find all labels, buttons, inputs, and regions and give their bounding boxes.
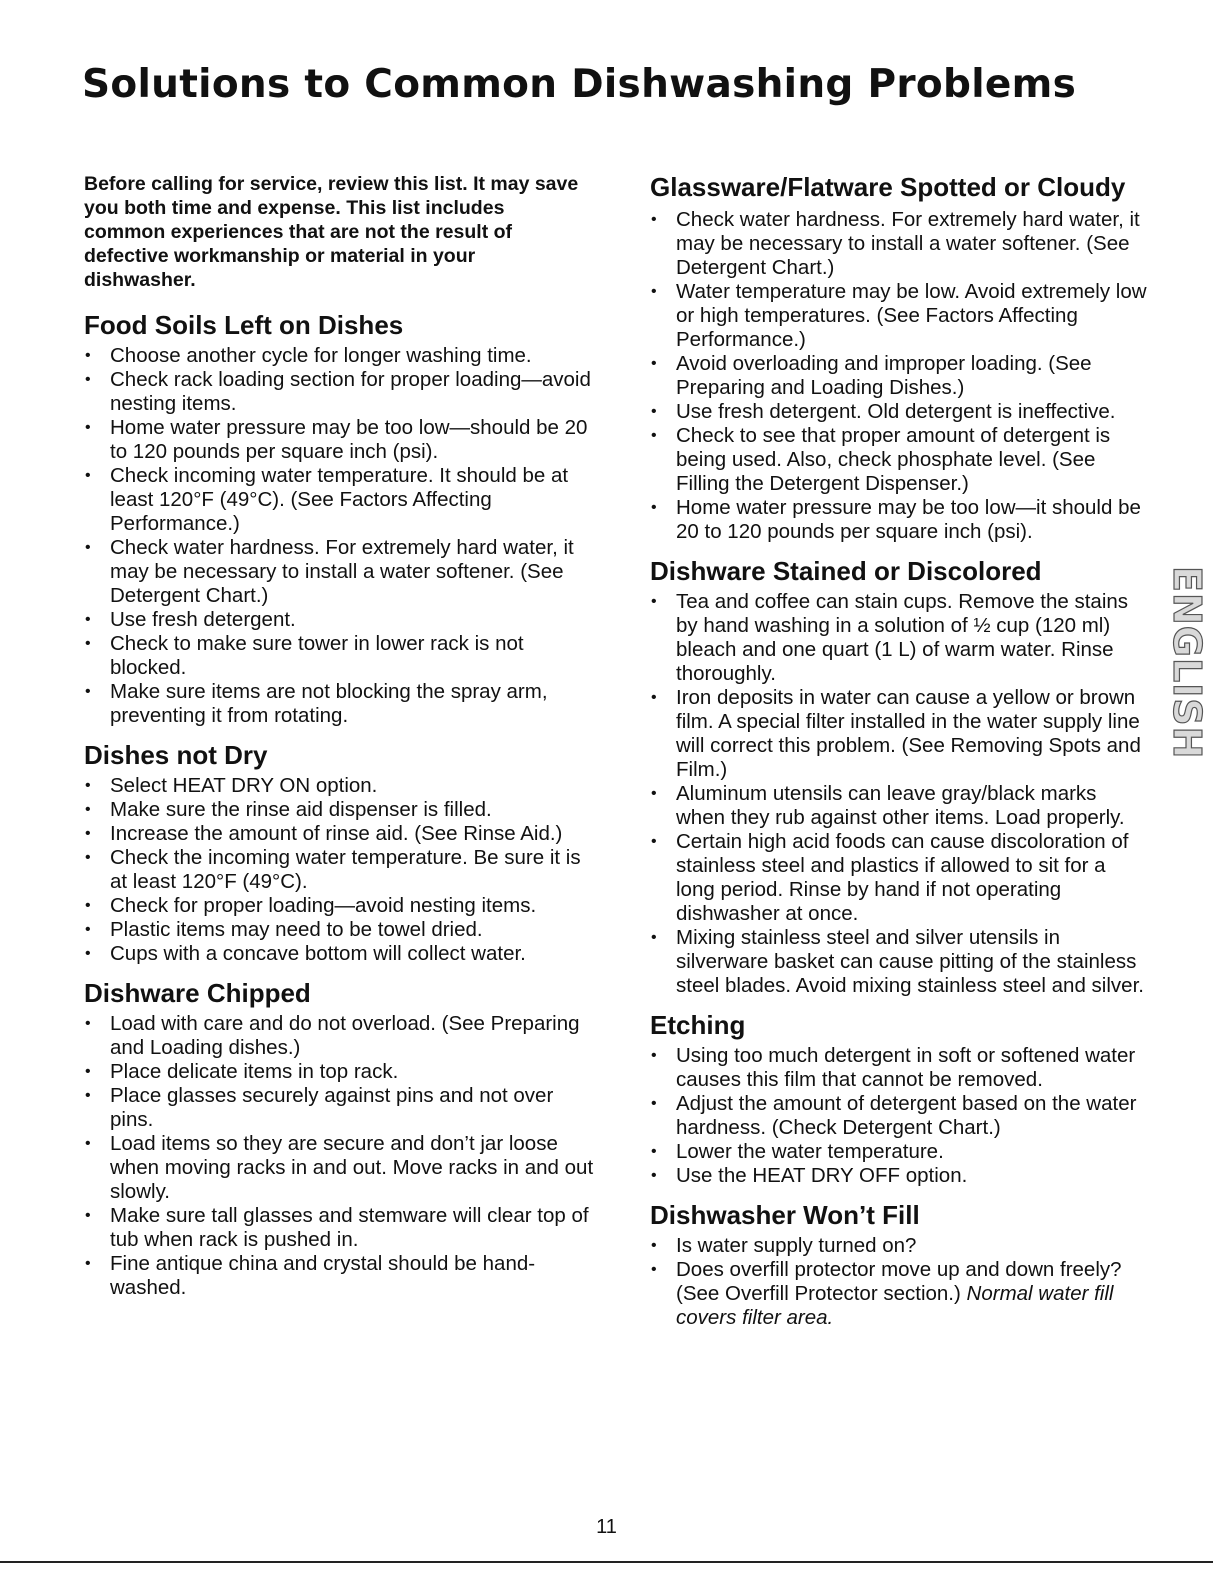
section-heading: Food Soils Left on Dishes [84, 310, 404, 340]
list-item: • Use the HEAT DRY OFF option. [650, 1164, 1150, 1188]
list-item: • Choose another cycle for longer washing time. [84, 344, 594, 368]
list-item: • Cups with a concave bottom will collect water. [84, 942, 594, 966]
list-item: • Check the incoming water temperature. Be sure it is at least 120°F (49°C). [84, 846, 594, 894]
list-item: • Check rack loading section for proper loading—avoid nesting items. [84, 368, 594, 416]
language-side-tab [1154, 562, 1210, 772]
section-glassware-spotted [650, 170, 1150, 544]
section-heading: Dishwasher Won’t Fill [650, 1200, 920, 1230]
section-dishware-stained [650, 556, 1150, 998]
section-dishes-not-dry [84, 740, 594, 966]
section-food-soils [84, 310, 594, 728]
section-wont-fill [650, 1200, 1150, 1330]
left-column [84, 172, 594, 1312]
list-item: • Load items so they are secure and don’t jar loose when moving racks in and out. Move racks in and out slowly. [84, 1132, 594, 1204]
list-item: • Lower the water temperature. [650, 1140, 1150, 1164]
list-item: • Make sure items are not blocking the spray arm, preventing it from rotating. [84, 680, 594, 728]
list-item: • Use fresh detergent. Old detergent is ineffective. [650, 400, 1150, 424]
section-heading: Dishes not Dry [84, 740, 268, 770]
section-heading: Dishware Chipped [84, 978, 311, 1008]
section-heading: Etching [650, 1010, 746, 1040]
list-item: • Make sure the rinse aid dispenser is filled. [84, 798, 594, 822]
list-item: • Mixing stainless steel and silver utensils in silverware basket can cause pitting of the stainless steel blades. Avoid mixing stainless steel and silver. [650, 926, 1150, 998]
page-title: Solutions to Common Dishwashing Problems [82, 62, 1077, 107]
list-item: • Fine antique china and crystal should be hand-washed. [84, 1252, 594, 1300]
list-item: • Water temperature may be low. Avoid extremely low or high temperatures. (See Factors Affecting Performance.) [650, 280, 1150, 352]
intro-text: Before calling for service, review this list. It may save you both time and expense. This list includes common experiences that are not the result of defective workmanship or material in your dishwasher. [84, 173, 579, 291]
bottom-rule [0, 1561, 1213, 1563]
list-item: • Tea and coffee can stain cups. Remove the stains by hand washing in a solution of ½ cup (120 ml) bleach and one quart (1 L) of warm water. Rinse thoroughly. [650, 590, 1150, 686]
section-heading: Glassware/Flatware Spotted or Cloudy [650, 172, 1126, 202]
list-item [650, 1258, 1150, 1330]
list-item: • Using too much detergent in soft or softened water causes this film that cannot be removed. [650, 1044, 1150, 1092]
list-item: • Use fresh detergent. [84, 608, 594, 632]
list-item: • Check for proper loading—avoid nesting items. [84, 894, 594, 918]
list-item: • Increase the amount of rinse aid. (See Rinse Aid.) [84, 822, 594, 846]
italic-note: Normal water fill covers filter area. [676, 1282, 1114, 1329]
list-item: • Certain high acid foods can cause discoloration of stainless steel and plastics if allowed to sit for a long period. Rinse by hand if not operating dishwasher at once. [650, 830, 1150, 926]
right-column [650, 170, 1150, 1342]
list-item: • Home water pressure may be too low—it should be 20 to 120 pounds per square inch (psi). [650, 496, 1150, 544]
list-item: • Select HEAT DRY ON option. [84, 774, 594, 798]
list-item: • Is water supply turned on? [650, 1234, 1150, 1258]
page-number: 11 [596, 1516, 617, 1538]
list-item: • Home water pressure may be too low—should be 20 to 120 pounds per square inch (psi). [84, 416, 594, 464]
list-item: • Check to make sure tower in lower rack is not blocked. [84, 632, 594, 680]
side-tab-label: ENGLISH [1165, 566, 1209, 760]
section-heading: Dishware Stained or Discolored [650, 556, 1042, 586]
section-dishware-chipped [84, 978, 594, 1300]
list-item: • Iron deposits in water can cause a yellow or brown film. A special filter installed in the water supply line will correct this problem. (See Removing Spots and Film.) [650, 686, 1150, 782]
list-item: • Place glasses securely against pins and not over pins. [84, 1084, 594, 1132]
list-item: • Place delicate items in top rack. [84, 1060, 594, 1084]
list-item: • Make sure tall glasses and stemware will clear top of tub when rack is pushed in. [84, 1204, 594, 1252]
list-item: • Check water hardness. For extremely hard water, it may be necessary to install a water softener. (See Detergent Chart.) [650, 208, 1150, 280]
list-item: • Adjust the amount of detergent based on the water hardness. (Check Detergent Chart.) [650, 1092, 1150, 1140]
list-item: • Aluminum utensils can leave gray/black marks when they rub against other items. Load properly. [650, 782, 1150, 830]
list-item: • Check water hardness. For extremely hard water, it may be necessary to install a water softener. (See Detergent Chart.) [84, 536, 594, 608]
list-item: • Check to see that proper amount of detergent is being used. Also, check phosphate level. (See Filling the Detergent Dispenser.) [650, 424, 1150, 496]
list-item: • Check incoming water temperature. It should be at least 120°F (49°C). (See Factors Affecting Performance.) [84, 464, 594, 536]
section-etching [650, 1010, 1150, 1188]
list-item: • Avoid overloading and improper loading. (See Preparing and Loading Dishes.) [650, 352, 1150, 400]
list-item: • Plastic items may need to be towel dried. [84, 918, 594, 942]
list-item-text: Does overfill protector move up and down freely? (See Overfill Protector section.) [676, 1258, 1122, 1305]
list-item: • Load with care and do not overload. (See Preparing and Loading dishes.) [84, 1012, 594, 1060]
